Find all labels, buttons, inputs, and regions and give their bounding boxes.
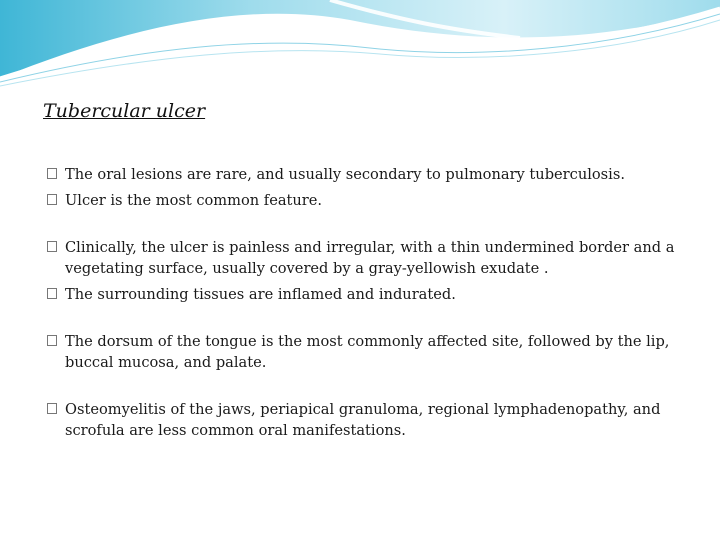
bullet-box-icon xyxy=(47,288,57,299)
bullet-item xyxy=(47,331,697,373)
bullet-box-icon xyxy=(47,168,57,179)
bullet-text: Osteomyelitis of the jaws, periapical granuloma, regional lymphadenopathy, and scrofula are less common oral manifestations. xyxy=(65,401,661,439)
bullet-item xyxy=(47,190,697,211)
bullet-text: Clinically, the ulcer is painless and irregular, with a thin undermined border and a vegetating surface, usually covered by a gray-yellowish exudate . xyxy=(65,239,675,277)
bullet-list xyxy=(47,164,697,441)
bullet-text: The dorsum of the tongue is the most commonly affected site, followed by the lip, buccal mucosa, and palate. xyxy=(65,333,670,371)
bullet-item xyxy=(47,164,697,185)
bullet-text: The oral lesions are rare, and usually secondary to pulmonary tuberculosis. xyxy=(65,166,625,183)
bullet-box-icon xyxy=(47,335,57,346)
header-wave-decoration xyxy=(0,0,720,90)
bullet-box-icon xyxy=(47,241,57,252)
bullet-item xyxy=(47,284,697,305)
bullet-item xyxy=(47,237,697,279)
bullet-text: Ulcer is the most common feature. xyxy=(65,192,323,209)
slide-title: Tubercular ulcer xyxy=(43,100,206,122)
bullet-box-icon xyxy=(47,194,57,205)
bullet-box-icon xyxy=(47,403,57,414)
bullet-text: The surrounding tissues are inflamed and indurated. xyxy=(65,286,456,303)
bullet-item xyxy=(47,399,697,441)
